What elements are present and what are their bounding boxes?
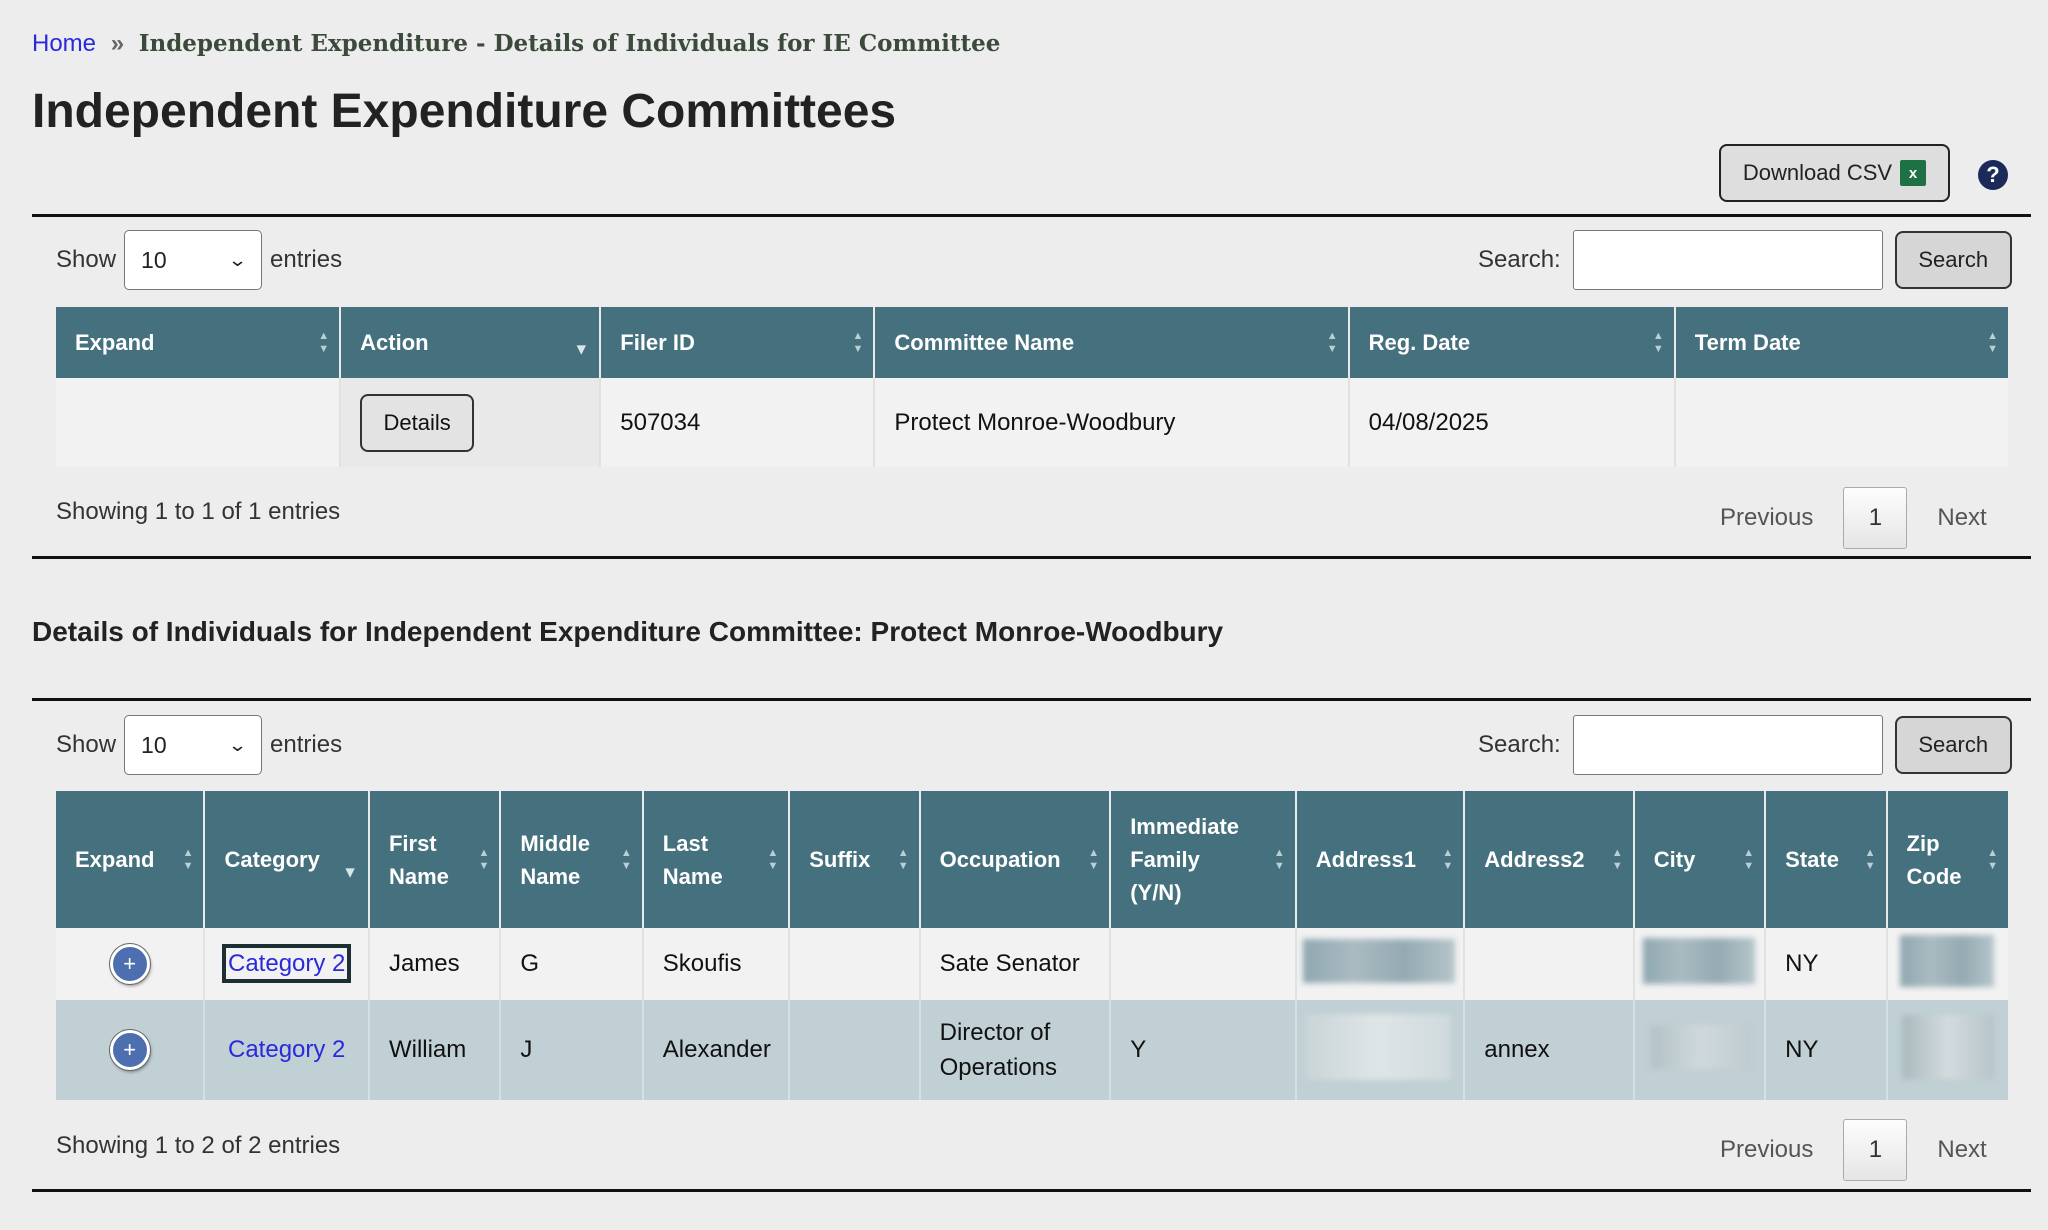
breadcrumb-home-link[interactable]: Home [32, 30, 97, 57]
search-button[interactable]: Search [1895, 716, 2012, 774]
redacted-city-image [1651, 1025, 1751, 1069]
cell-last-name: Alexander [643, 1000, 789, 1100]
details-button[interactable]: Details [360, 394, 474, 452]
cell-occupation: Director of Operations [920, 1000, 1111, 1100]
column-header-state[interactable]: State ▲ ▼ [1765, 791, 1886, 928]
search-label: Search: [1478, 246, 1561, 273]
previous-page-button[interactable]: Previous [1720, 504, 1814, 531]
column-header-expand[interactable]: Expand ▲ ▼ [56, 791, 204, 928]
divider [32, 1189, 2031, 1192]
search-button[interactable]: Search [1895, 231, 2012, 289]
column-header-action[interactable]: Action ▼ [340, 307, 600, 378]
cell-action [340, 378, 600, 467]
sort-icon: ▲ ▼ [318, 329, 330, 355]
column-header-city[interactable]: City ▲ ▼ [1634, 791, 1765, 928]
cell-expand [56, 1000, 204, 1100]
search-control [1478, 715, 2012, 775]
entries-select[interactable] [124, 230, 262, 290]
cell-address1 [1296, 1000, 1465, 1100]
cell-city [1634, 928, 1765, 1000]
table-info: Showing 1 to 1 of 1 entries [56, 498, 341, 525]
cell-filer-id: 507034 [600, 378, 874, 467]
cell-reg-date: 04/08/2025 [1349, 378, 1675, 467]
cell-zip-code [1887, 1000, 2008, 1100]
sort-icon: ▲ ▼ [1611, 846, 1623, 872]
column-header-expand[interactable]: Expand ▲ ▼ [56, 307, 340, 378]
cell-address1 [1296, 928, 1465, 1000]
column-header-occupation[interactable]: Occupation ▲ ▼ [920, 791, 1111, 928]
cell-category [204, 928, 369, 1000]
cell-occupation: Sate Senator [920, 928, 1111, 1000]
sort-icon: ▲ ▼ [852, 329, 864, 355]
redacted-address-image [1303, 939, 1455, 983]
cell-first-name: William [369, 1000, 500, 1100]
divider [32, 556, 2031, 559]
cell-expand [56, 378, 340, 467]
individuals-table [56, 791, 2008, 1100]
sort-icon: ▲ ▼ [182, 846, 194, 872]
redacted-zip-image [1900, 935, 1994, 987]
category-link[interactable]: Category 2 [228, 950, 346, 977]
search-input[interactable] [1573, 715, 1883, 775]
cell-city [1634, 1000, 1765, 1100]
entries-select-value: 10 [141, 731, 167, 758]
cell-category [204, 1000, 369, 1100]
divider [32, 214, 2031, 217]
download-csv-button[interactable] [1719, 144, 1950, 202]
length-control [56, 715, 342, 775]
next-page-button[interactable]: Next [1937, 504, 1987, 531]
pagination [1720, 1119, 1987, 1181]
entries-select[interactable] [124, 715, 262, 775]
previous-page-button[interactable]: Previous [1720, 1136, 1814, 1163]
column-header-zip-code[interactable]: Zip Code ▲ ▼ [1887, 791, 2008, 928]
cell-middle-name: G [500, 928, 642, 1000]
sort-icon: ▲ ▼ [767, 846, 779, 872]
column-header-category[interactable]: Category ▼ [204, 791, 369, 928]
table-header-row [56, 791, 2008, 928]
column-header-suffix[interactable]: Suffix ▲ ▼ [789, 791, 919, 928]
next-page-button[interactable]: Next [1937, 1136, 1987, 1163]
sort-desc-icon: ▼ [342, 864, 358, 882]
page-title: Independent Expenditure Committees [32, 85, 897, 138]
length-control [56, 230, 342, 290]
entries-select-value: 10 [141, 246, 167, 273]
redacted-zip-image [1902, 1015, 1994, 1079]
cell-suffix [789, 1000, 919, 1100]
cell-state: NY [1765, 1000, 1886, 1100]
divider [32, 698, 2031, 701]
column-header-term-date[interactable]: Term Date ▲ ▼ [1675, 307, 2008, 378]
show-label: Show [56, 246, 117, 273]
sort-icon: ▲ ▼ [1864, 846, 1876, 872]
redacted-address-image [1305, 1014, 1451, 1080]
table-row [56, 1000, 2008, 1100]
cell-immediate-family: Y [1110, 1000, 1296, 1100]
sort-desc-icon: ▼ [573, 341, 590, 359]
redacted-city-image [1643, 938, 1755, 984]
table-header-row [56, 307, 2008, 378]
cell-term-date [1675, 378, 2008, 467]
entries-label: entries [270, 731, 343, 758]
sort-icon: ▲ ▼ [1442, 846, 1454, 872]
cell-immediate-family [1110, 928, 1296, 1000]
cell-first-name: James [369, 928, 500, 1000]
cell-address2 [1464, 928, 1634, 1000]
chevron-down-icon: ⌄ [227, 249, 248, 270]
cell-suffix [789, 928, 919, 1000]
category-link[interactable]: Category 2 [228, 1036, 346, 1063]
breadcrumb-separator: » [110, 30, 125, 57]
help-icon[interactable]: ? [1978, 160, 2008, 190]
search-input[interactable] [1573, 230, 1883, 290]
sort-icon: ▲ ▼ [1987, 329, 1998, 355]
sort-icon: ▲ ▼ [897, 846, 909, 872]
download-csv-label: Download CSV [1742, 160, 1893, 185]
column-header-address2[interactable]: Address2 ▲ ▼ [1464, 791, 1634, 928]
sort-icon: ▲ ▼ [620, 846, 632, 872]
cell-last-name: Skoufis [643, 928, 789, 1000]
cell-expand [56, 928, 204, 1000]
cell-middle-name: J [500, 1000, 642, 1100]
column-header-committee-name[interactable]: Committee Name ▲ ▼ [874, 307, 1348, 378]
cell-state: NY [1765, 928, 1886, 1000]
committees-table [56, 307, 2008, 467]
column-header-address1[interactable]: Address1 ▲ ▼ [1296, 791, 1465, 928]
column-header-middle-name[interactable]: Middle Name ▲ ▼ [500, 791, 642, 928]
cell-committee-name: Protect Monroe-Woodbury [874, 378, 1348, 467]
column-header-last-name[interactable]: Last Name ▲ ▼ [643, 791, 789, 928]
sort-icon: ▲ ▼ [478, 846, 490, 872]
expand-row-button[interactable]: + [110, 944, 150, 984]
chevron-down-icon: ⌄ [227, 734, 248, 755]
sort-icon: ▲ ▼ [1326, 329, 1338, 355]
sort-icon: ▲ ▼ [1652, 329, 1664, 355]
entries-label: entries [270, 246, 343, 273]
column-header-reg-date[interactable]: Reg. Date ▲ ▼ [1349, 307, 1675, 378]
sort-icon: ▲ ▼ [1273, 846, 1285, 872]
table-info: Showing 1 to 2 of 2 entries [56, 1132, 341, 1159]
column-header-filer-id[interactable]: Filer ID ▲ ▼ [600, 307, 874, 378]
cell-address2: annex [1464, 1000, 1634, 1100]
excel-icon: x [1900, 160, 1926, 186]
search-label: Search: [1478, 731, 1561, 758]
page-1-button[interactable]: 1 [1843, 487, 1907, 549]
show-label: Show [56, 731, 117, 758]
sort-icon: ▲ ▼ [1987, 846, 1998, 872]
sort-icon: ▲ ▼ [1088, 846, 1100, 872]
table-row [56, 928, 2008, 1000]
breadcrumb [32, 30, 1000, 58]
expand-row-button[interactable]: + [110, 1030, 150, 1070]
page-1-button[interactable]: 1 [1843, 1119, 1907, 1181]
cell-zip-code [1887, 928, 2008, 1000]
table-row [56, 378, 2008, 467]
search-control [1478, 230, 2012, 290]
column-header-first-name[interactable]: First Name ▲ ▼ [369, 791, 500, 928]
sort-icon: ▲ ▼ [1743, 846, 1755, 872]
breadcrumb-current: Independent Expenditure - Details of Individuals for IE Committee [138, 30, 1001, 57]
column-header-immediate-family[interactable]: Immediate Family (Y/N) ▲ ▼ [1110, 791, 1296, 928]
section-title: Details of Individuals for Independent Expenditure Committee: Protect Monroe-Woodbury [32, 616, 1224, 647]
pagination [1720, 487, 1987, 549]
